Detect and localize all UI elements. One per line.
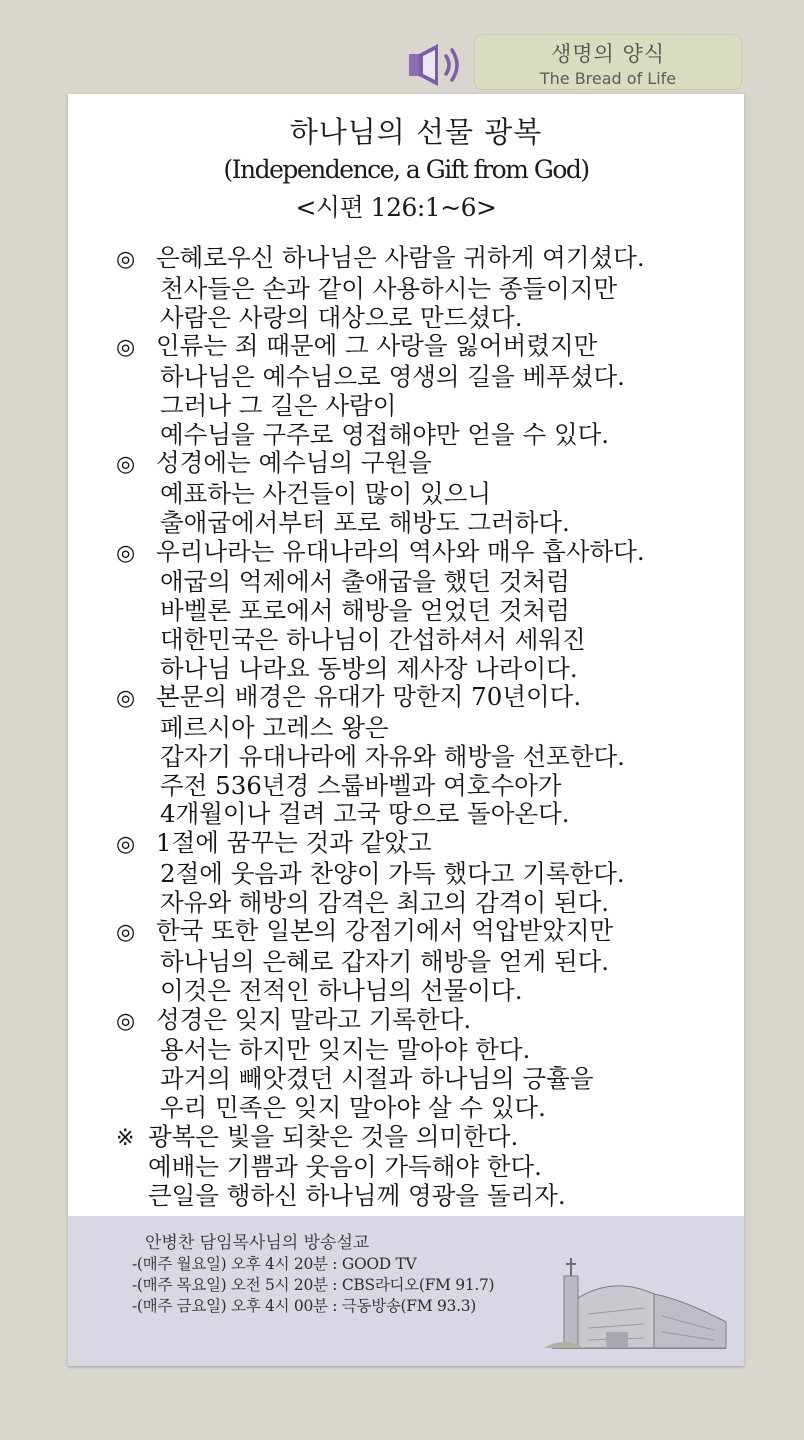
line: 사람은 사랑의 대상으로 만드셨다. (160, 302, 523, 332)
line: 광복은 빛을 되찾은 것을 의미한다. (148, 1121, 519, 1151)
line: 본문의 배경은 유대가 망한지 70년이다. (156, 682, 582, 712)
broadcast-heading: 안병찬 담임목사님의 방송설교 (145, 1233, 370, 1253)
closing-note (116, 1123, 736, 1211)
line: 천사들은 손과 같이 사용하시는 종들이지만 (160, 273, 618, 303)
line: 1절에 꿈꾸는 것과 같았고 (156, 828, 432, 857)
line: 한국 또한 일본의 강점기에서 억압받았지만 (156, 916, 614, 946)
bullet-icon: ◎ (116, 832, 136, 857)
line: 바벨론 포로에서 해방을 얻었던 것처럼 (160, 596, 570, 625)
bullet-icon: ◎ (116, 335, 136, 361)
church-building-icon (544, 1236, 734, 1356)
line: 예배는 기쁨과 웃음이 가득해야 한다. (148, 1152, 542, 1182)
paragraph (116, 244, 736, 332)
sermon-body (116, 244, 736, 1211)
broadcast-item: -(매주 목요일) 오전 5시 20분 : CBS라디오(FM 91.7) (132, 1276, 495, 1294)
bullet-icon: ◎ (116, 452, 136, 478)
line: 큰일을 행하신 하나님께 영광을 돌리자. (148, 1181, 566, 1210)
bullet-icon: ◎ (116, 920, 136, 946)
line: 성경은 잊지 말라고 기록한다. (156, 1004, 472, 1034)
bullet-icon: ◎ (116, 247, 136, 272)
bullet-icon: ◎ (116, 1008, 136, 1034)
line: 하나님은 예수님으로 영생의 길을 베푸셨다. (160, 362, 625, 391)
broadcast-list (132, 1254, 494, 1317)
paragraph (116, 683, 736, 829)
line: 대한민국은 하나님이 간섭하셔서 세워진 (160, 624, 586, 654)
broadcast-footer (68, 1216, 744, 1366)
bullet-icon: ◎ (116, 686, 136, 712)
line: 은혜로우신 하나님은 사람을 귀하게 여기셨다. (156, 243, 645, 272)
sermon-card (68, 94, 744, 1366)
english-subtitle: (Independence, a Gift from God) (223, 155, 589, 184)
paragraph (116, 917, 736, 1005)
line: 이것은 전적인 하나님의 선물이다. (160, 975, 523, 1005)
line: 예표하는 사건들이 많이 있으니 (160, 479, 492, 508)
tag-english: The Bread of Life (539, 69, 677, 88)
paragraph (116, 829, 736, 917)
broadcast-item: -(매주 금요일) 오후 4시 00분 : 극동방송(FM 93.3) (132, 1297, 477, 1315)
line: 4개월이나 걸려 고국 땅으로 돌아온다. (160, 799, 570, 829)
scripture-reference: <시편 126:1~6> (295, 193, 497, 222)
line: 인류는 죄 때문에 그 사랑을 잃어버렸지만 (156, 331, 598, 361)
page-title: 하나님의 선물 광복 (289, 115, 543, 149)
line: 하나님의 은혜로 갑자기 해방을 얻게 된다. (160, 947, 610, 976)
line: 자유와 해방의 감격은 최고의 감격이 된다. (160, 887, 610, 917)
line: 애굽의 억제에서 출애굽을 했던 것처럼 (160, 567, 570, 597)
bread-of-life-tag (474, 34, 742, 90)
line: 과거의 빼앗겼던 시절과 하나님의 긍휼을 (160, 1064, 594, 1093)
line: 주전 536년경 스룹바벨과 여호수아가 (160, 770, 562, 800)
line: 2절에 웃음과 찬양이 가득 했다고 기록한다. (160, 858, 625, 888)
line: 하나님 나라요 동방의 제사장 나라이다. (160, 653, 578, 683)
line: 우리나라는 유대나라의 역사와 매우 흡사하다. (156, 536, 645, 566)
paragraph (116, 332, 736, 449)
title-block (68, 94, 744, 224)
paragraph (116, 449, 736, 537)
tag-korean: 생명의 양식 (550, 42, 666, 66)
line: 그러나 그 길은 사람이 (160, 390, 397, 420)
line: 갑자기 유대나라에 자유와 해방을 선포한다. (160, 741, 625, 771)
paragraph (116, 538, 736, 684)
line: 용서는 하지만 잊지는 말아야 한다. (160, 1035, 531, 1065)
bullet-icon: ◎ (116, 540, 136, 566)
speaker-volume-icon[interactable] (406, 40, 468, 90)
line: 예수님을 구주로 영접해야만 얻을 수 있다. (160, 419, 610, 449)
line: 출애굽에서부터 포로 해방도 그러하다. (160, 507, 570, 537)
line: 우리 민족은 잊지 말아야 살 수 있다. (160, 1092, 546, 1122)
broadcast-item: -(매주 월요일) 오후 4시 20분 : GOOD TV (132, 1255, 417, 1273)
paragraph (116, 1006, 736, 1123)
line: 성경에는 예수님의 구원을 (156, 448, 432, 478)
note-icon: ※ (116, 1125, 135, 1151)
line: 페르시아 고레스 왕은 (160, 713, 389, 742)
